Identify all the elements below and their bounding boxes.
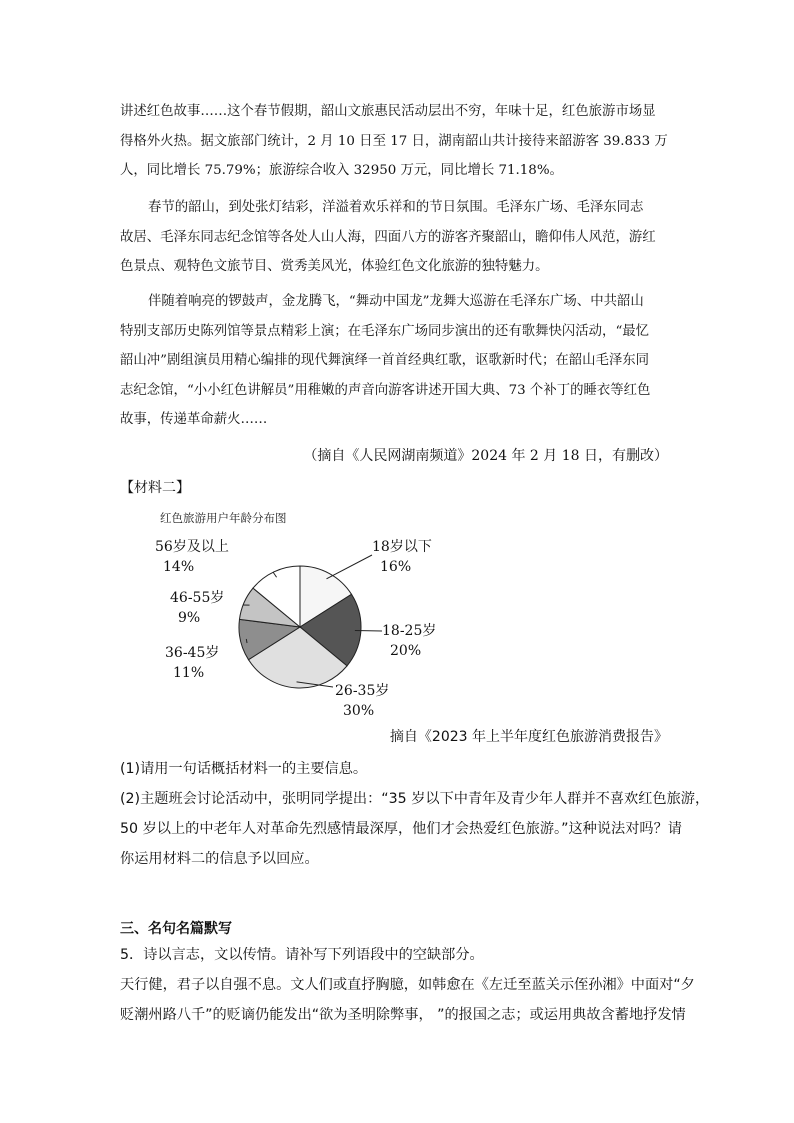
leader-line-4 xyxy=(246,639,247,643)
text-line: 特别支部历史陈列馆等景点精彩上演；在毛泽东广场同步演出的还有歌舞快闪活动，“最忆 xyxy=(120,323,650,339)
question-5-title: 5．诗以言志，文以传情。请补写下列语段中的空缺部分。 xyxy=(120,947,484,963)
age-distribution-pie-chart xyxy=(150,505,470,720)
material-one-paragraph-2 xyxy=(120,193,676,282)
pie-category-label-2: 18-25岁 xyxy=(382,623,437,639)
leader-line-1 xyxy=(327,555,373,579)
text-line: 春节的韶山，到处张灯结彩，洋溢着欢乐祥和的节日氛围。毛泽东广场、毛泽东同志 xyxy=(148,200,644,215)
pie-value-label-3: 30% xyxy=(343,703,375,719)
question-5 xyxy=(120,940,695,1030)
text-line: 韶山冲”剧组演员用精心编排的现代舞演绎一首首经典红歌，讴歌新时代；在韶山毛泽东同 xyxy=(120,353,650,368)
text-line: 50 岁以上的中老年人对革命先烈感情最深厚，他们才会热爱红色旅游。”这种说法对吗？请 xyxy=(120,821,682,837)
section-three-heading: 三、名句名篇默写 xyxy=(120,921,232,937)
text-line: 伴随着响亮的锣鼓声，金龙腾飞，“舞动中国龙”龙舞大巡游在毛泽东广场、中共韶山 xyxy=(148,294,644,309)
pie-value-label-1: 16% xyxy=(380,559,412,575)
pie-category-label-4: 36-45岁 xyxy=(165,645,220,661)
pie-value-label-6: 14% xyxy=(163,559,195,575)
material-one-source: （摘自《人民网湖南频道》2024 年 2 月 18 日，有删改） xyxy=(303,448,668,464)
chart-title: 红色旅游用户年龄分布图 xyxy=(160,511,287,525)
pie-category-label-1: 18岁以下 xyxy=(372,539,432,555)
pie-value-label-5: 9% xyxy=(178,610,201,626)
question-2 xyxy=(120,784,710,874)
text-line: 人，同比增长 75.79%；旅游综合收入 32950 万元，同比增长 71.18%。 xyxy=(120,163,563,178)
text-line: (2)主题班会讨论活动中，张明同学提出：“35 岁以下中青年及青少年人群并不喜欢红色旅游， xyxy=(120,791,710,807)
material-one-paragraph-3 xyxy=(120,287,676,435)
material-two-heading: 【材料二】 xyxy=(120,480,190,496)
text-line: 贬潮州路八千”的贬谪仍能发出“欲为圣明除弊事， ”的报国之志；或运用典故含蓄地抒发情 xyxy=(120,1007,686,1023)
leader-line-2 xyxy=(355,630,382,631)
pie-value-label-4: 11% xyxy=(173,665,205,681)
text-line: 故事，传递革命薪火…… xyxy=(120,412,268,427)
pie-value-label-2: 20% xyxy=(390,643,422,659)
text-line: 志纪念馆，“小小红色讲解员”用稚嫩的声音向游客讲述开国大典、73 个补丁的睡衣等红色 xyxy=(120,382,651,398)
material-two-source: 摘自《2023 年上半年度红色旅游消费报告》 xyxy=(389,729,668,745)
question-1 xyxy=(120,754,680,784)
text-line: 天行健，君子以自强不息。文人们或直抒胸臆，如韩愈在《左迁至蓝关示侄孙湘》中面对“夕 xyxy=(120,977,695,993)
text-line: 你运用材料二的信息予以回应。 xyxy=(120,851,319,867)
text-line: 故居、毛泽东同志纪念馆等各处人山人海，四面八方的游客齐聚韶山，瞻仰伟人风范，游红 xyxy=(120,229,656,245)
pie-category-label-3: 26-35岁 xyxy=(335,683,390,699)
pie-category-label-5: 46-55岁 xyxy=(170,590,225,606)
pie-category-label-6: 56岁及以上 xyxy=(155,539,229,555)
material-one-paragraph-1 xyxy=(120,97,676,186)
text-line: 讲述红色故事……这个春节假期，韶山文旅惠民活动层出不穷，年味十足，红色旅游市场显 xyxy=(120,104,656,119)
text-line: 得格外火热。据文旅部门统计，2 月 10 日至 17 日，湖南韶山共计接待来韶游客 39.833 万 xyxy=(120,133,668,149)
text-line: 色景点、观特色文旅节目、赏秀美风光，体验红色文化旅游的独特魅力。 xyxy=(120,259,549,274)
question-1-text: (1)请用一句话概括材料一的主要信息。 xyxy=(120,761,368,777)
